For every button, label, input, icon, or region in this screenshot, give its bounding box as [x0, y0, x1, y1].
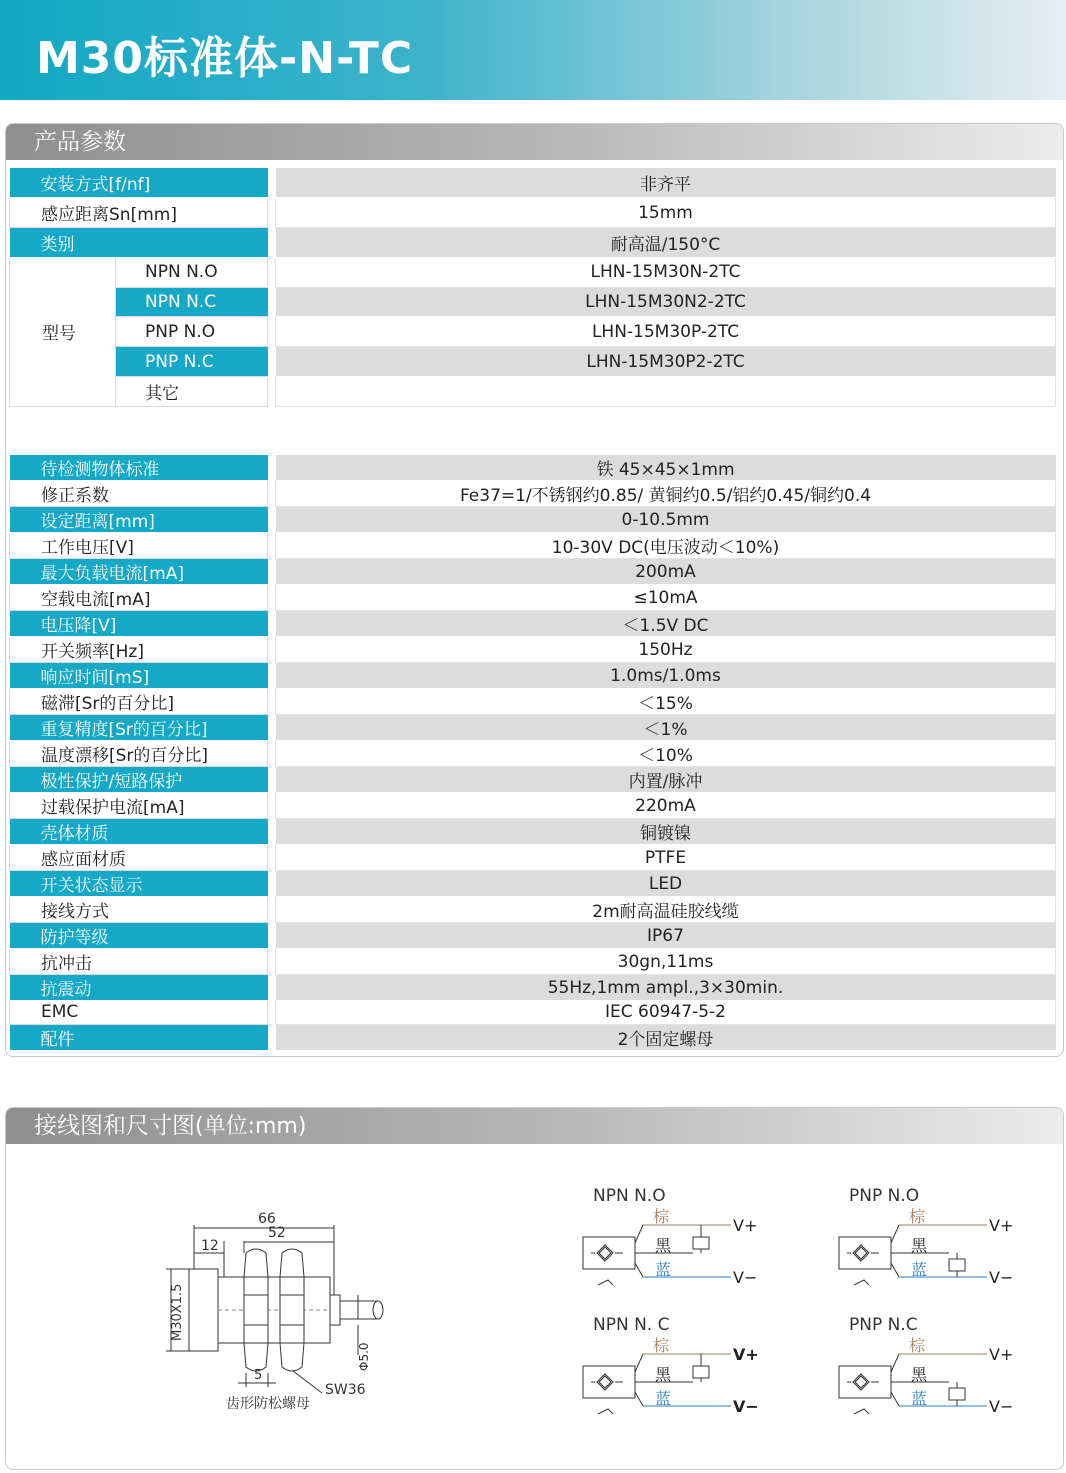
row-label: 类别: [10, 228, 268, 258]
row-label: 温度漂移[Sr的百分比]: [10, 741, 268, 767]
table-row: [10, 689, 1056, 715]
diagram-npn-no: [583, 1186, 757, 1287]
dim-thread: M30X1.5: [170, 1283, 185, 1341]
v-plus-label: V+: [733, 1345, 759, 1364]
row-value: IP67: [276, 923, 1056, 949]
table-row: [10, 198, 1056, 228]
row-value: 2m耐高温硅胶线缆: [276, 897, 1056, 923]
row-value: 220mA: [276, 793, 1056, 819]
table-row: [10, 767, 1056, 793]
model-value: LHN-15M30P-2TC: [276, 317, 1056, 347]
table-row: [10, 168, 1056, 198]
diagram-pnp-no: [839, 1186, 1013, 1287]
row-label: 空载电流[mA]: [10, 585, 268, 611]
row-label: 过载保护电流[mA]: [10, 793, 268, 819]
row-label: 设定距离[mm]: [10, 507, 268, 533]
row-value: 55Hz,1mm ampl.,3×30min.: [276, 975, 1056, 1001]
page-title: M30标准体-N-TC: [36, 33, 414, 84]
table-row: [10, 1001, 1056, 1025]
wire-black-label: 黑: [655, 1236, 672, 1255]
v-plus-label: V+: [989, 1345, 1014, 1364]
table-row: [10, 1024, 1056, 1050]
dim-sw: SW36: [325, 1382, 366, 1398]
v-minus-label: V−: [989, 1397, 1014, 1416]
row-label: 开关频率[Hz]: [10, 637, 268, 663]
wire-brown-label: 棕: [909, 1207, 926, 1226]
row-value: 15mm: [276, 198, 1056, 228]
model-type: 其它: [116, 377, 268, 407]
row-label: 重复精度[Sr的百分比]: [10, 715, 268, 741]
row-label: 接线方式: [10, 897, 268, 923]
row-label: 抗震动: [10, 975, 268, 1001]
row-value: IEC 60947-5-2: [276, 1001, 1056, 1025]
model-type: NPN N.C: [116, 287, 268, 317]
table-row: [10, 897, 1056, 923]
wiring-area: [6, 1145, 1064, 1469]
model-type: PNP N.O: [116, 317, 268, 347]
row-label: 抗冲击: [10, 949, 268, 975]
page-header: [0, 0, 1066, 100]
params-panel: [5, 123, 1064, 1057]
row-value: 1.0ms/1.0ms: [276, 663, 1056, 689]
wiring-panel-title: [6, 1108, 1063, 1144]
row-value: PTFE: [276, 845, 1056, 871]
row-value: 30gn,11ms: [276, 949, 1056, 975]
row-label: 开关状态显示: [10, 871, 268, 897]
wire-blue-label: 蓝: [911, 1260, 928, 1279]
row-value: ＜10%: [276, 741, 1056, 767]
table-row: [10, 949, 1056, 975]
table-row: [10, 871, 1056, 897]
spec-table-detail: [9, 455, 1056, 1051]
table-row: [10, 347, 1056, 377]
dim-total: 66: [258, 1211, 276, 1227]
v-minus-label: V−: [733, 1397, 759, 1416]
table-row: [10, 481, 1056, 507]
table-row: [10, 845, 1056, 871]
wire-brown-label: 棕: [653, 1207, 670, 1226]
v-minus-label: V−: [989, 1268, 1014, 1287]
row-value: 内置/脉冲: [276, 767, 1056, 793]
table-row: [10, 228, 1056, 258]
model-type: NPN N.O: [116, 257, 268, 287]
table-row: [10, 741, 1056, 767]
v-plus-label: V+: [733, 1216, 758, 1235]
wire-blue-label: 蓝: [655, 1389, 672, 1408]
row-label: 修正系数: [10, 481, 268, 507]
table-row: [10, 455, 1056, 481]
table-row: [10, 611, 1056, 637]
dim-body: 52: [268, 1225, 286, 1241]
table-row: [10, 975, 1056, 1001]
diagram-pnp-nc: [839, 1315, 1013, 1416]
model-value: [276, 377, 1056, 407]
row-value: 非齐平: [276, 168, 1056, 198]
row-label: EMC: [10, 1001, 268, 1025]
row-label: 工作电压[V]: [10, 533, 268, 559]
row-value: ≤10mA: [276, 585, 1056, 611]
wiring-panel: [5, 1107, 1064, 1470]
dim-front: 12: [201, 1238, 219, 1254]
row-label: 极性保护/短路保护: [10, 767, 268, 793]
table-row: [10, 585, 1056, 611]
diagram-title: NPN N. C: [593, 1315, 670, 1335]
row-value: 200mA: [276, 559, 1056, 585]
diagram-title: PNP N.C: [849, 1315, 918, 1335]
row-label: 配件: [10, 1024, 268, 1050]
row-label: 最大负载电流[mA]: [10, 559, 268, 585]
table-row: [10, 287, 1056, 317]
row-label: 磁滞[Sr的百分比]: [10, 689, 268, 715]
wiring-svg: [6, 1145, 1064, 1469]
row-value: 0-10.5mm: [276, 507, 1056, 533]
wire-blue-label: 蓝: [655, 1260, 672, 1279]
row-value: 耐高温/150°C: [276, 228, 1056, 258]
row-value: 2个固定螺母: [276, 1024, 1056, 1050]
v-minus-label: V−: [733, 1268, 758, 1287]
table-row: [10, 377, 1056, 407]
dim-cable: Φ5.0: [357, 1342, 371, 1371]
table-row: [10, 257, 1056, 287]
table-row: [10, 533, 1056, 559]
row-value: 10-30V DC(电压波动＜10%): [276, 533, 1056, 559]
wiring-title: 接线图和尺寸图: [34, 1113, 195, 1139]
table-row: [10, 507, 1056, 533]
row-value: LED: [276, 871, 1056, 897]
dim-nut: 5: [254, 1368, 263, 1383]
row-value: ＜1.5V DC: [276, 611, 1056, 637]
row-label: 防护等级: [10, 923, 268, 949]
row-label: 感应距离Sn[mm]: [10, 198, 268, 228]
wire-brown-label: 棕: [909, 1336, 926, 1355]
table-row: [10, 559, 1056, 585]
model-value: LHN-15M30P2-2TC: [276, 347, 1056, 377]
sensor-dimension-drawing: [166, 1225, 383, 1393]
row-value: ＜1%: [276, 715, 1056, 741]
diagram-title: NPN N.O: [593, 1186, 666, 1206]
model-value: LHN-15M30N2-2TC: [276, 287, 1056, 317]
row-label: 待检测物体标准: [10, 455, 268, 481]
row-value: 铁 45×45×1mm: [276, 455, 1056, 481]
table-row: [10, 715, 1056, 741]
row-label: 安装方式[f/nf]: [10, 168, 268, 198]
table-row: [10, 793, 1056, 819]
row-label: 电压降[V]: [10, 611, 268, 637]
model-type: PNP N.C: [116, 347, 268, 377]
row-value: ＜15%: [276, 689, 1056, 715]
diagram-npn-nc: [583, 1315, 759, 1416]
table-row: [10, 637, 1056, 663]
row-label: 响应时间[mS]: [10, 663, 268, 689]
table-row: [10, 923, 1056, 949]
wire-black-label: 黑: [911, 1365, 928, 1384]
wire-blue-label: 蓝: [911, 1389, 928, 1408]
wire-black-label: 黑: [655, 1365, 672, 1384]
wire-brown-label: 棕: [653, 1336, 670, 1355]
row-label: 壳体材质: [10, 819, 268, 845]
row-value: Fe37=1/不锈钢约0.85/ 黄铜约0.5/铝约0.45/铜约0.4: [276, 481, 1056, 507]
table-row: [10, 317, 1056, 347]
table-row: [10, 663, 1056, 689]
model-label: 型号: [10, 257, 116, 406]
diagram-title: PNP N.O: [849, 1186, 920, 1206]
table-row: [10, 819, 1056, 845]
row-value: 150Hz: [276, 637, 1056, 663]
row-label: 感应面材质: [10, 845, 268, 871]
spec-table-basic: [9, 168, 1056, 407]
model-value: LHN-15M30N-2TC: [276, 257, 1056, 287]
wiring-unit: (单位:mm): [195, 1114, 307, 1139]
v-plus-label: V+: [989, 1216, 1014, 1235]
row-value: 铜镀镍: [276, 819, 1056, 845]
nut-label: 齿形防松螺母: [226, 1396, 310, 1412]
params-panel-title: 产品参数: [6, 124, 1063, 160]
wire-black-label: 黑: [911, 1236, 928, 1255]
